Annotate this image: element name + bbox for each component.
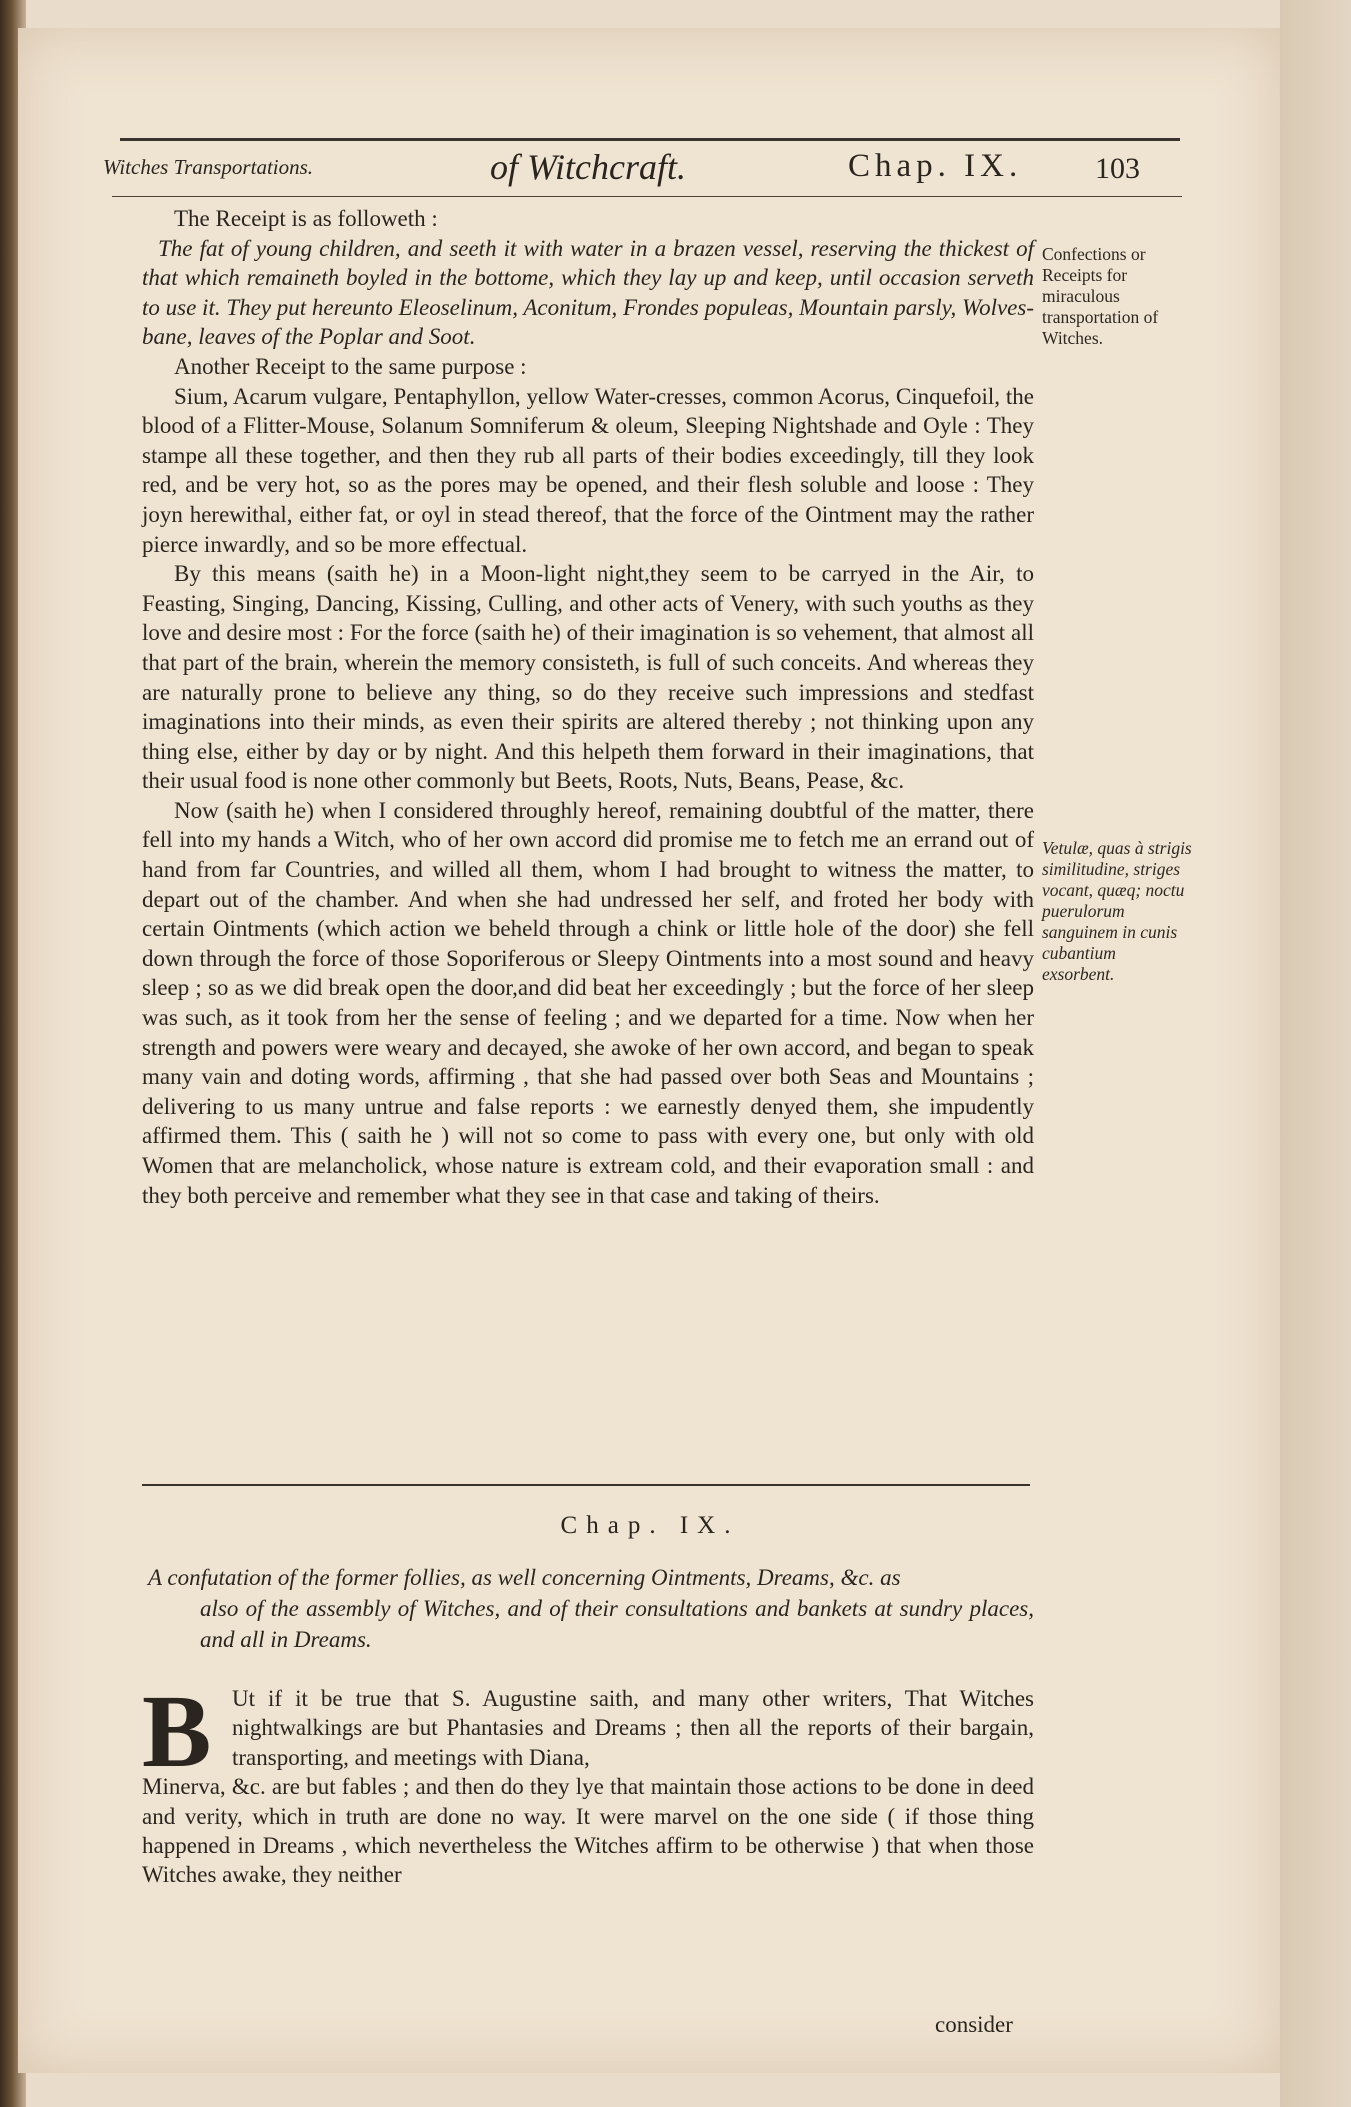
running-head-title: of Witchcraft.	[490, 147, 686, 187]
opening-lines: Ut if it be true that S. Augustine saith, and many other writers, That Witches nightwalkings are but Phantasies and Dreams ; then all the reports of their bargain, transporting, and meetings with Diana,	[232, 1686, 1034, 1770]
chapter-summary-line-1: A confutation of the former follies, as well concerning Ointments, Dreams, &c. as	[148, 1565, 901, 1590]
paragraph: Now (saith he) when I considered throughly hereof, remaining doubtful of the matter, there fell into my hands a Witch, who of her own accord did promise me to fetch me an errand out of hand from far Countries, and willed all them, whom I had brought to witness the matter, to depart out of the chamber. And when she had undressed her self, and froted her body with certain Ointments (which action we beheld through a chink or little hole of the door) she fell down through the force of those Soporiferous or Sleepy Ointments into a most sound and heavy sleep ; so as we did break open the door,and did beat her exceedingly ; but the force of her sleep was such, as it took from her the sense of feeling ; and we departed for a time. Now when her strength and powers were weary and decayed, she awoke of her own accord, and began to speak many vain and doting words, affirming , that she had passed over both Seas and Mountains ; delivering to us many untrue and false reports : we earnestly denyed them, she impudently affirmed them. This ( saith he ) will not so come to pass with every one, but only with old Women that are melancholick, whose nature is extream cold, and their evaporation small : and they both perceive and remember what they see in that case and taking of theirs.	[142, 797, 1034, 1208]
paragraph-recipe-1: The fat of young children, and seeth it with water in a brazen vessel, reserving the thickest of that which remaineth boyled in the bottome, which they lay up and keep, until occasion serveth to use it. They put hereunto Eleoselinum, Aconitum, Frondes populeas, Mountain parsly, Wolves-bane, leaves of the Poplar and Soot.	[142, 235, 1035, 350]
drop-cap: B	[142, 1674, 212, 1789]
paragraph: By this means (saith he) in a Moon-light night,they seem to be carryed in the Air, to Feasting, Singing, Dancing, Kissing, Culling, and other acts of Venery, with such youths as they love and desire most : For the force (saith he) of their imagination is so vehement, that almost all that part of the brain, wherein the memory consisteth, is full of such conceits. And whereas they are naturally prone to believe any thing, so do they receive such impressions and stedfast imaginations into their minds, as even their spirits are altered thereby ; not thinking upon any thing else, either by day or by night. And this helpeth them forward in their imaginations, that their usual food is none other commonly but Beets, Roots, Nuts, Beans, Pease, &c.	[142, 561, 1034, 794]
chapter-opening-text	[142, 1674, 1034, 1890]
section-rule	[142, 1484, 1030, 1486]
body-text	[142, 204, 1034, 1210]
running-head-left: Witches Transportations.	[103, 155, 314, 179]
page-number: 103	[1095, 152, 1140, 185]
header-underline	[112, 196, 1182, 197]
margin-note-confections: Confections or Receipts for miraculous transportation of Witches.	[1042, 244, 1159, 348]
catchword: consider	[935, 2012, 1013, 2037]
opening-continuation: Minerva, &c. are but fables ; and then do they lye that maintain those actions to be done in deed and verity, which in truth are done no way. It were marvel on the one side ( if those thing happened in Dreams , which nevertheless the Witches affirm to be otherwise ) that when those Witches awake, they neither	[142, 1774, 1034, 1888]
running-head-chapter: Chap. IX.	[848, 148, 1023, 184]
paragraph-recipe-2: Sium, Acarum vulgare, Pentaphyllon, yellow Water-cresses, common Acorus, Cinquefoil, the blood of a Flitter-Mouse, Solanum Somniferum & oleum, Sleeping Nightshade and Oyle : They stampe all these together, and then they rub all parts of their bodies exceedingly, till they look red, and be very hot, so as the pores may be opened, and their flesh soluble and loose : They joyn herewithal, either fat, or oyl in stead thereof, that the force of the Ointment may the rather pierce inwardly, and so be more effectual.	[142, 383, 1034, 557]
chapter-summary-line-2: also of the assembly of Witches, and of their consultations and bankets at sundry places, and all in Dreams.	[200, 1596, 1034, 1652]
chapter-heading: Chap. IX.	[560, 1512, 740, 1539]
margin-note-vetulae: Vetulæ, quas à strigis similitudine, striges vocant, quæq; noctu puerulorum sanguinem in cunis cubantium exsorbent.	[1042, 838, 1192, 984]
paragraph: Another Receipt to the same purpose :	[174, 353, 527, 379]
chapter-summary	[148, 1562, 1034, 1655]
paragraph: The Receipt is as followeth :	[174, 206, 438, 231]
header-rule	[120, 138, 1180, 141]
page-edge	[1280, 0, 1351, 2107]
